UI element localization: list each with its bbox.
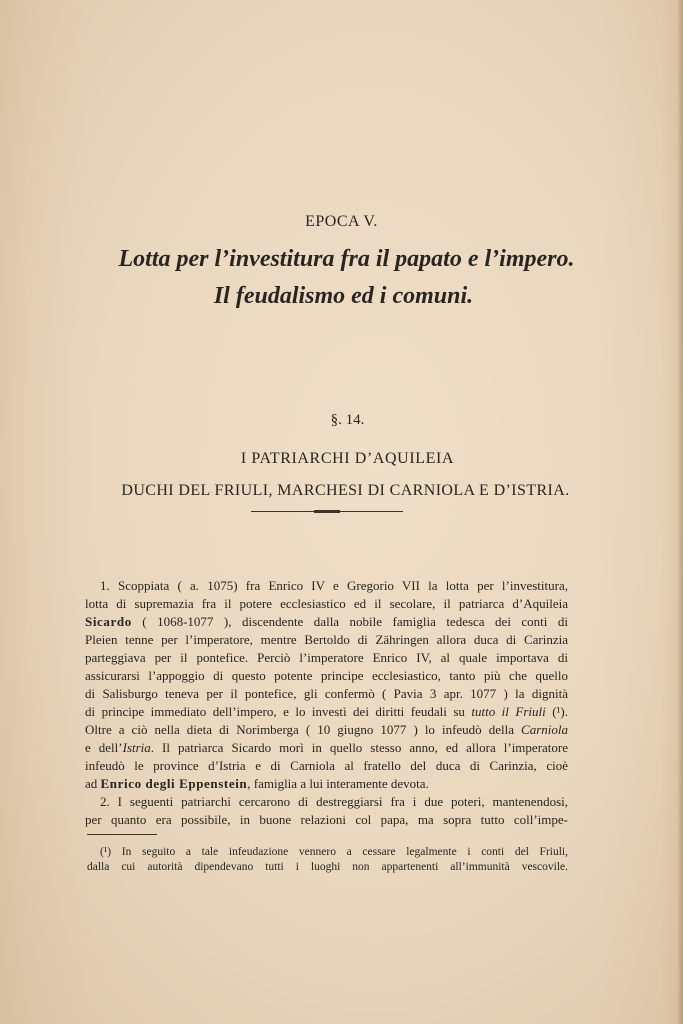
body-text-fragment: Oltre a ciò nella dieta di Norimberga ( 10 giugno 1077 ) lo infeudò della bbox=[85, 722, 522, 737]
italic-place-name: Carniola bbox=[521, 722, 568, 737]
body-text-line: assicurarsi l’appoggio di questo potente principe ecclesiastico, tanto più che quello bbox=[85, 668, 568, 683]
body-text-line: 2. I seguenti patriarchi cercarono di destreggiarsi fra i due poteri, mantenendosi, bbox=[100, 794, 568, 809]
chapter-title-line-2: Il feudalismo ed i comuni. bbox=[213, 283, 474, 309]
footnote-reference: (¹). bbox=[545, 704, 568, 719]
body-text-line bbox=[85, 614, 568, 630]
footnote-divider bbox=[87, 834, 157, 835]
footnote-line-1: (¹) In seguito a tale infeudazione vennero a cessare legalmente i conti del Friuli, bbox=[100, 846, 568, 858]
italic-place-name: tutto il Friuli bbox=[471, 704, 546, 719]
body-text-line: Pleien tenne per l’imperatore, mentre Bertoldo di Zähringen allora duca di Carinzia bbox=[85, 632, 568, 647]
section-heading-line-1: I PATRIARCHI D’AQUILEIA bbox=[240, 450, 455, 467]
chapter-title-line-1: Lotta per l’investitura fra il papato e l’impero. bbox=[118, 246, 575, 272]
footnote-line-2: dalla cui autorità dipendevano tutti i luoghi non appartenenti all’immunità vescovile. bbox=[87, 861, 568, 873]
body-text-line: per quanto era possibile, in buone relazioni col papa, ma sopra tutto coll’impe- bbox=[85, 812, 568, 827]
page-edge-shadow bbox=[677, 0, 683, 1024]
body-text-line bbox=[85, 776, 568, 792]
body-text-fragment: ad bbox=[85, 776, 101, 791]
body-text-line: 1. Scoppiata ( a. 1075) fra Enrico IV e Gregorio VII la lotta per l’investitura, bbox=[100, 578, 568, 593]
section-divider-ornament bbox=[314, 510, 340, 513]
section-number: §. 14. bbox=[330, 412, 365, 428]
body-text-fragment: e dell’ bbox=[85, 740, 123, 755]
body-text-fragment: ( 1068-1077 ), discendente dalla nobile famiglia tedesca dei conti di bbox=[131, 614, 568, 629]
body-text-fragment: . Il patriarca Sicardo morì in quello stesso anno, ed allora l’imperatore bbox=[150, 740, 568, 755]
section-heading-line-2: DUCHI DEL FRIULI, MARCHESI DI CARNIOLA E D’ISTRIA. bbox=[121, 482, 570, 499]
body-text-line bbox=[85, 740, 568, 756]
body-text-line: infeudò le province d’Istria e di Carniola al fratello del duca di Carinzia, cioè bbox=[85, 758, 568, 773]
body-text-fragment: di principe immediato dell’impero, e lo investì dei diritti feudali su bbox=[85, 704, 472, 719]
epoch-heading: EPOCA V. bbox=[305, 213, 378, 230]
body-text-fragment: , famiglia a lui interamente devota. bbox=[247, 776, 429, 791]
body-text-line bbox=[85, 722, 568, 738]
italic-place-name: Istria bbox=[122, 740, 151, 755]
body-text-line: lotta di supremazia fra il potere ecclesiastico ed il secolare, il patriarca d’Aquileia bbox=[85, 596, 568, 611]
body-text-line: parteggiava per il pontefice. Perciò l’imperatore Enrico IV, al quale importava di bbox=[85, 650, 568, 665]
body-text-line: di Salisburgo teneva per il pontefice, gli confermò ( Pavia 3 apr. 1077 ) la dignità bbox=[85, 686, 568, 701]
person-name: Enrico degli Eppenstein bbox=[100, 776, 248, 791]
person-name: Sicardo bbox=[85, 614, 132, 629]
body-text-line bbox=[85, 704, 568, 720]
